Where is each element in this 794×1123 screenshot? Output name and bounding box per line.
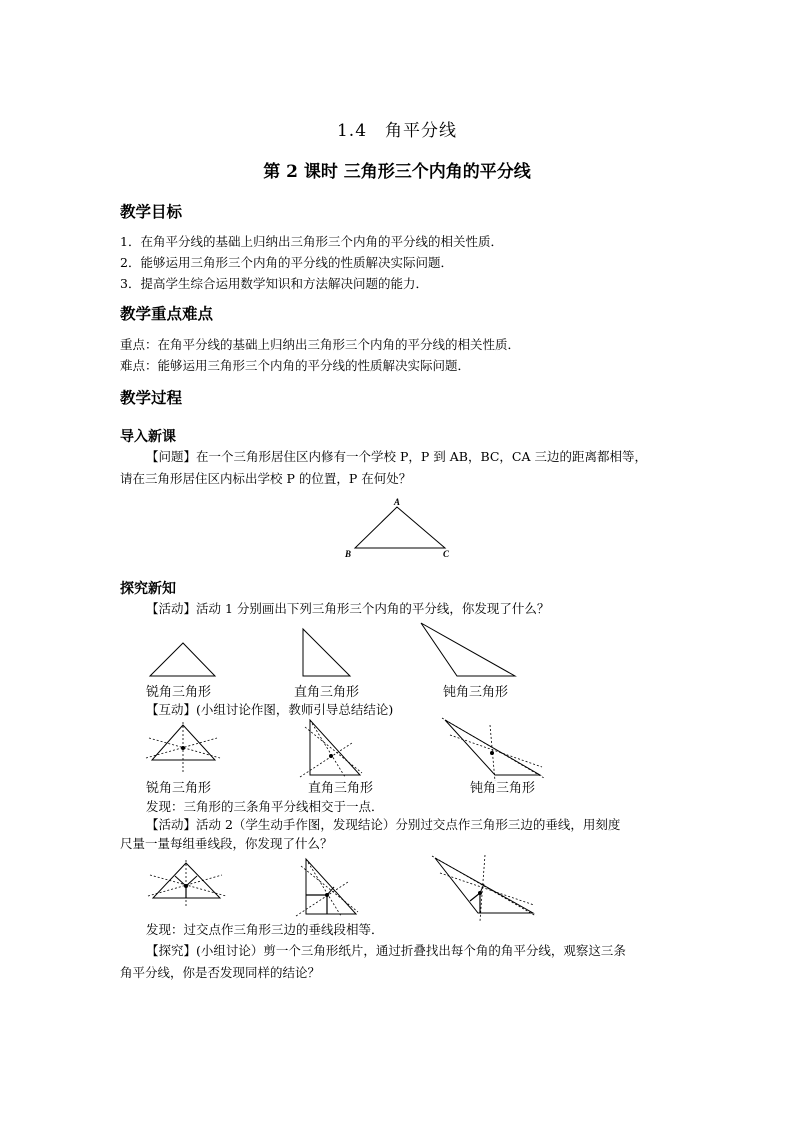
bisector-line [296,882,348,916]
page-subtitle: 第 2 课时 三角形三个内角的平分线 [263,162,531,182]
inquiry-line2: 角平分线，你是否发现同样的结论？ [120,965,321,980]
goal-item-2: 2．能够运用三角形三个内角的平分线的性质解决实际问题． [120,255,453,270]
acute-triangle-bisected [152,725,215,760]
bisector-line [310,720,345,777]
perpendicular-segment [186,876,197,886]
page-title: 1.4 角平分线 [336,121,458,141]
key-points-heading: 教学重点难点 [120,304,214,323]
incenter-point [329,754,333,758]
label-b: B [345,549,352,559]
right-bisector-figure [300,717,370,782]
bisector-line [301,866,358,912]
intro-question-line2: 请在三角形居住区内标出学校 P 的位置，P 在何处？ [120,471,412,486]
obtuse-triangle [421,623,515,676]
goal-item-3: 3．提高学生综合运用数学知识和方法解决问题的能力． [120,276,428,291]
intro-question-line1: 【问题】在一个三角形居住区内修有一个学校 P，P 到 AB，BC，CA 三边的距离都相等， [146,449,648,464]
label-c: C [443,549,450,559]
caption-acute-2: 锐角三角形 [146,781,212,796]
caption-right-2: 直角三角形 [308,781,374,796]
bisector-line [450,735,542,767]
interact-note: 【互动】(小组讨论作图，教师引导总结结论) [146,702,394,717]
incenter-point [478,891,482,895]
caption-obtuse-1: 钝角三角形 [443,685,509,700]
key-point: 重点：在角平分线的基础上归纳出三角形三个内角的平分线的相关性质． [120,337,521,352]
activity-1: 【活动】活动 1 分别画出下列三角形三个内角的平分线，你发现了什么？ [146,601,550,616]
perpendicular-segment [175,876,186,886]
caption-right-1: 直角三角形 [294,685,360,700]
triangle-abc-figure [340,495,460,565]
label-a: A [394,497,401,507]
right-triangle-figure [295,624,365,684]
obtuse-perpendicular-figure [430,853,540,928]
activity-2-line2: 尺量一量每组垂线段，你发现了什么？ [120,836,333,851]
obtuse-triangle-figure [415,618,525,683]
caption-obtuse-2: 钝角三角形 [470,781,536,796]
explore-heading: 探究新知 [120,581,176,597]
inquiry-line1: 【探究】(小组讨论）剪一个三角形纸片，通过折叠找出每个角的角平分线，观察这三条 [146,943,626,958]
intro-heading: 导入新课 [120,429,176,445]
right-triangle-perp [306,859,356,914]
acute-bisector-figure [145,720,225,780]
incenter-point [325,893,329,897]
triangle-abc [355,507,445,548]
right-triangle [303,629,350,676]
acute-perpendicular-figure [148,858,233,918]
activity-2-line1: 【活动】活动 2（学生动手作图，发现结论）分别过交点作三角形三边的垂线，用刻度 [146,817,621,832]
incenter-point [490,751,494,755]
acute-triangle [150,643,215,676]
obtuse-bisector-figure [440,715,550,785]
process-heading: 教学过程 [120,388,183,407]
goals-heading: 教学目标 [120,202,183,221]
bisector-line [306,859,341,916]
finding-2: 发现：过交点作三角形三边的垂线段相等． [146,922,384,937]
right-triangle-bisected [310,720,360,775]
goal-item-1: 1．在角平分线的基础上归纳出三角形三个内角的平分线的相关性质． [120,234,503,249]
bisector-line [300,743,352,777]
bisector-line [305,727,362,773]
bisector-line [440,873,534,905]
incenter-point [184,884,188,888]
caption-acute-1: 锐角三角形 [146,685,212,700]
finding-1: 发现：三角形的三条角平分线相交于一点． [146,799,384,814]
incenter-point [181,746,185,750]
difficult-point: 难点：能够运用三角形三个内角的平分线的性质解决实际问题． [120,358,471,373]
right-perpendicular-figure [296,856,366,921]
